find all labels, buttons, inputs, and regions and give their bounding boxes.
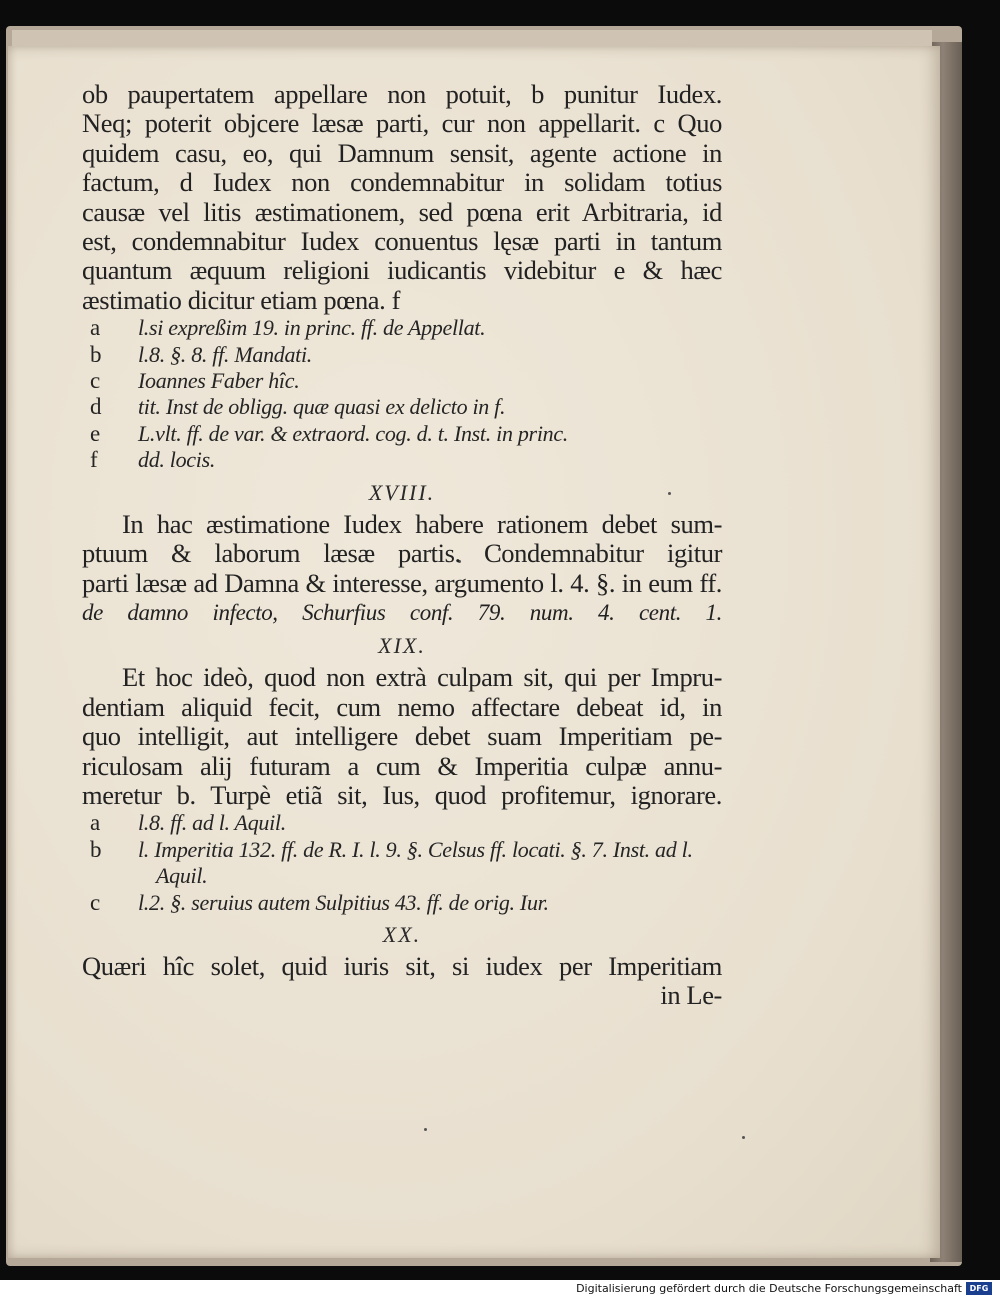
- footnote-letter: a: [90, 810, 100, 836]
- footnote-letter: c: [90, 889, 100, 915]
- text-line: factum, d Iudex non condemnabitur in solidam totius: [82, 167, 722, 198]
- footnote-text: l.2. §. seruius autem Sulpitius 43. ff. de orig. Iur.: [138, 889, 549, 915]
- ink-speck: [742, 1136, 745, 1139]
- catchword: in Le-: [660, 980, 722, 1011]
- footnote-text: dd. locis.: [138, 447, 216, 473]
- section-heading-18: XVIII.: [368, 479, 436, 505]
- footnote-letter: b: [90, 341, 102, 367]
- footnote-text: Ioannes Faber hîc.: [138, 368, 300, 394]
- footnote-letter: e: [90, 420, 100, 446]
- footnote-letter: c: [90, 368, 100, 394]
- footnotes-17: [82, 315, 722, 473]
- text-line: Neq; poterit objcere læsæ parti, cur non appellarit. c Quo: [82, 108, 722, 139]
- footnote-text: Aquil.: [156, 863, 208, 889]
- footnote-continuation: [82, 863, 722, 889]
- footnote: [82, 368, 722, 394]
- text-line: quidem casu, eo, qui Damnum sensit, agente actione in: [82, 137, 722, 168]
- text-line: Quæri hîc solet, quid iuris sit, si iudex per Imperitiam: [82, 950, 722, 981]
- footer-bar: [0, 1280, 1000, 1298]
- text-line: causæ vel litis æstimationem, sed pœna erit Arbitraria, id: [82, 196, 722, 227]
- dfg-logo[interactable]: DFG: [966, 1282, 992, 1295]
- footnotes-19: [82, 810, 722, 916]
- text-line: In hac æstimatione Iudex habere rationem debet sum-: [122, 508, 722, 539]
- funding-notice: Digitalisierung gefördert durch die Deutsche Forschungsgemeinschaft: [576, 1282, 962, 1295]
- text-line: ptuum & laborum læsæ partis. Condemnabitur igitur: [82, 538, 722, 569]
- footnote: [82, 421, 722, 447]
- footnote-text: l. Imperitia 132. ff. de R. I. l. 9. §. Celsus ff. locati. §. 7. Inst. ad l.: [138, 836, 693, 862]
- footnote: [82, 810, 722, 836]
- text-line: est, condemnabitur Iudex conuentus lęsæ parti in tantum: [82, 226, 722, 257]
- footnote: [82, 447, 722, 473]
- footnote-letter: b: [90, 836, 102, 862]
- footnote-text: l.si expreßim 19. in princ. ff. de Appellat.: [138, 315, 486, 341]
- footnote: [82, 837, 722, 863]
- footnote-text: tit. Inst de obligg. quæ quasi ex delicto in f.: [138, 394, 506, 420]
- text-line: ob paupertatem appellare non potuit, b punitur Iudex.: [82, 79, 722, 109]
- paragraph-19: [82, 663, 722, 810]
- section-heading-19: XIX.: [378, 633, 426, 659]
- text-line: Et hoc ideò, quod non extrà culpam sit, qui per Impru-: [122, 662, 722, 693]
- text-line: quo intelligit, aut intelligere debet suam Imperitiam pe-: [82, 721, 722, 752]
- text-line: parti læsæ ad Damna & interesse, argumento l. 4. §. in eum ff.: [82, 567, 722, 598]
- text-line: meretur b. Turpè etiã sit, Ius, quod profitemur, ignorare.: [82, 779, 722, 810]
- footnote-text: L.vlt. ff. de var. & extraord. cog. d. t. Inst. in princ.: [138, 420, 568, 446]
- section-heading-20: XX.: [382, 921, 422, 947]
- footnote-letter: d: [90, 394, 102, 420]
- footnote: [82, 342, 722, 368]
- footnote-text: l.8. §. 8. ff. Mandati.: [138, 341, 312, 367]
- paragraph-20: [82, 952, 722, 1011]
- text-line: riculosam alij futuram a cum & Imperitia culpæ annu-: [82, 750, 722, 781]
- paragraph-17-continued: [82, 80, 722, 315]
- footnote-letter: a: [90, 315, 100, 341]
- text-line: æstimatio dicitur etiam pœna. f: [82, 284, 401, 315]
- page-text: [82, 80, 722, 1011]
- footnote: [82, 394, 722, 420]
- paragraph-18: [82, 510, 722, 628]
- text-line: quantum æquum religioni iudicantis videbitur e & hæc: [82, 255, 722, 286]
- footnote-letter: f: [90, 447, 98, 473]
- text-line: dentiam aliquid fecit, cum nemo affectare debeat id, in: [82, 691, 722, 722]
- footnote: [82, 315, 722, 341]
- text-line: de damno infecto, Schurfius conf. 79. num. 4. cent. 1.: [82, 599, 722, 625]
- ink-speck: [424, 1128, 427, 1131]
- footnote-text: l.8. ff. ad l. Aquil.: [138, 810, 286, 836]
- footnote: [82, 890, 722, 916]
